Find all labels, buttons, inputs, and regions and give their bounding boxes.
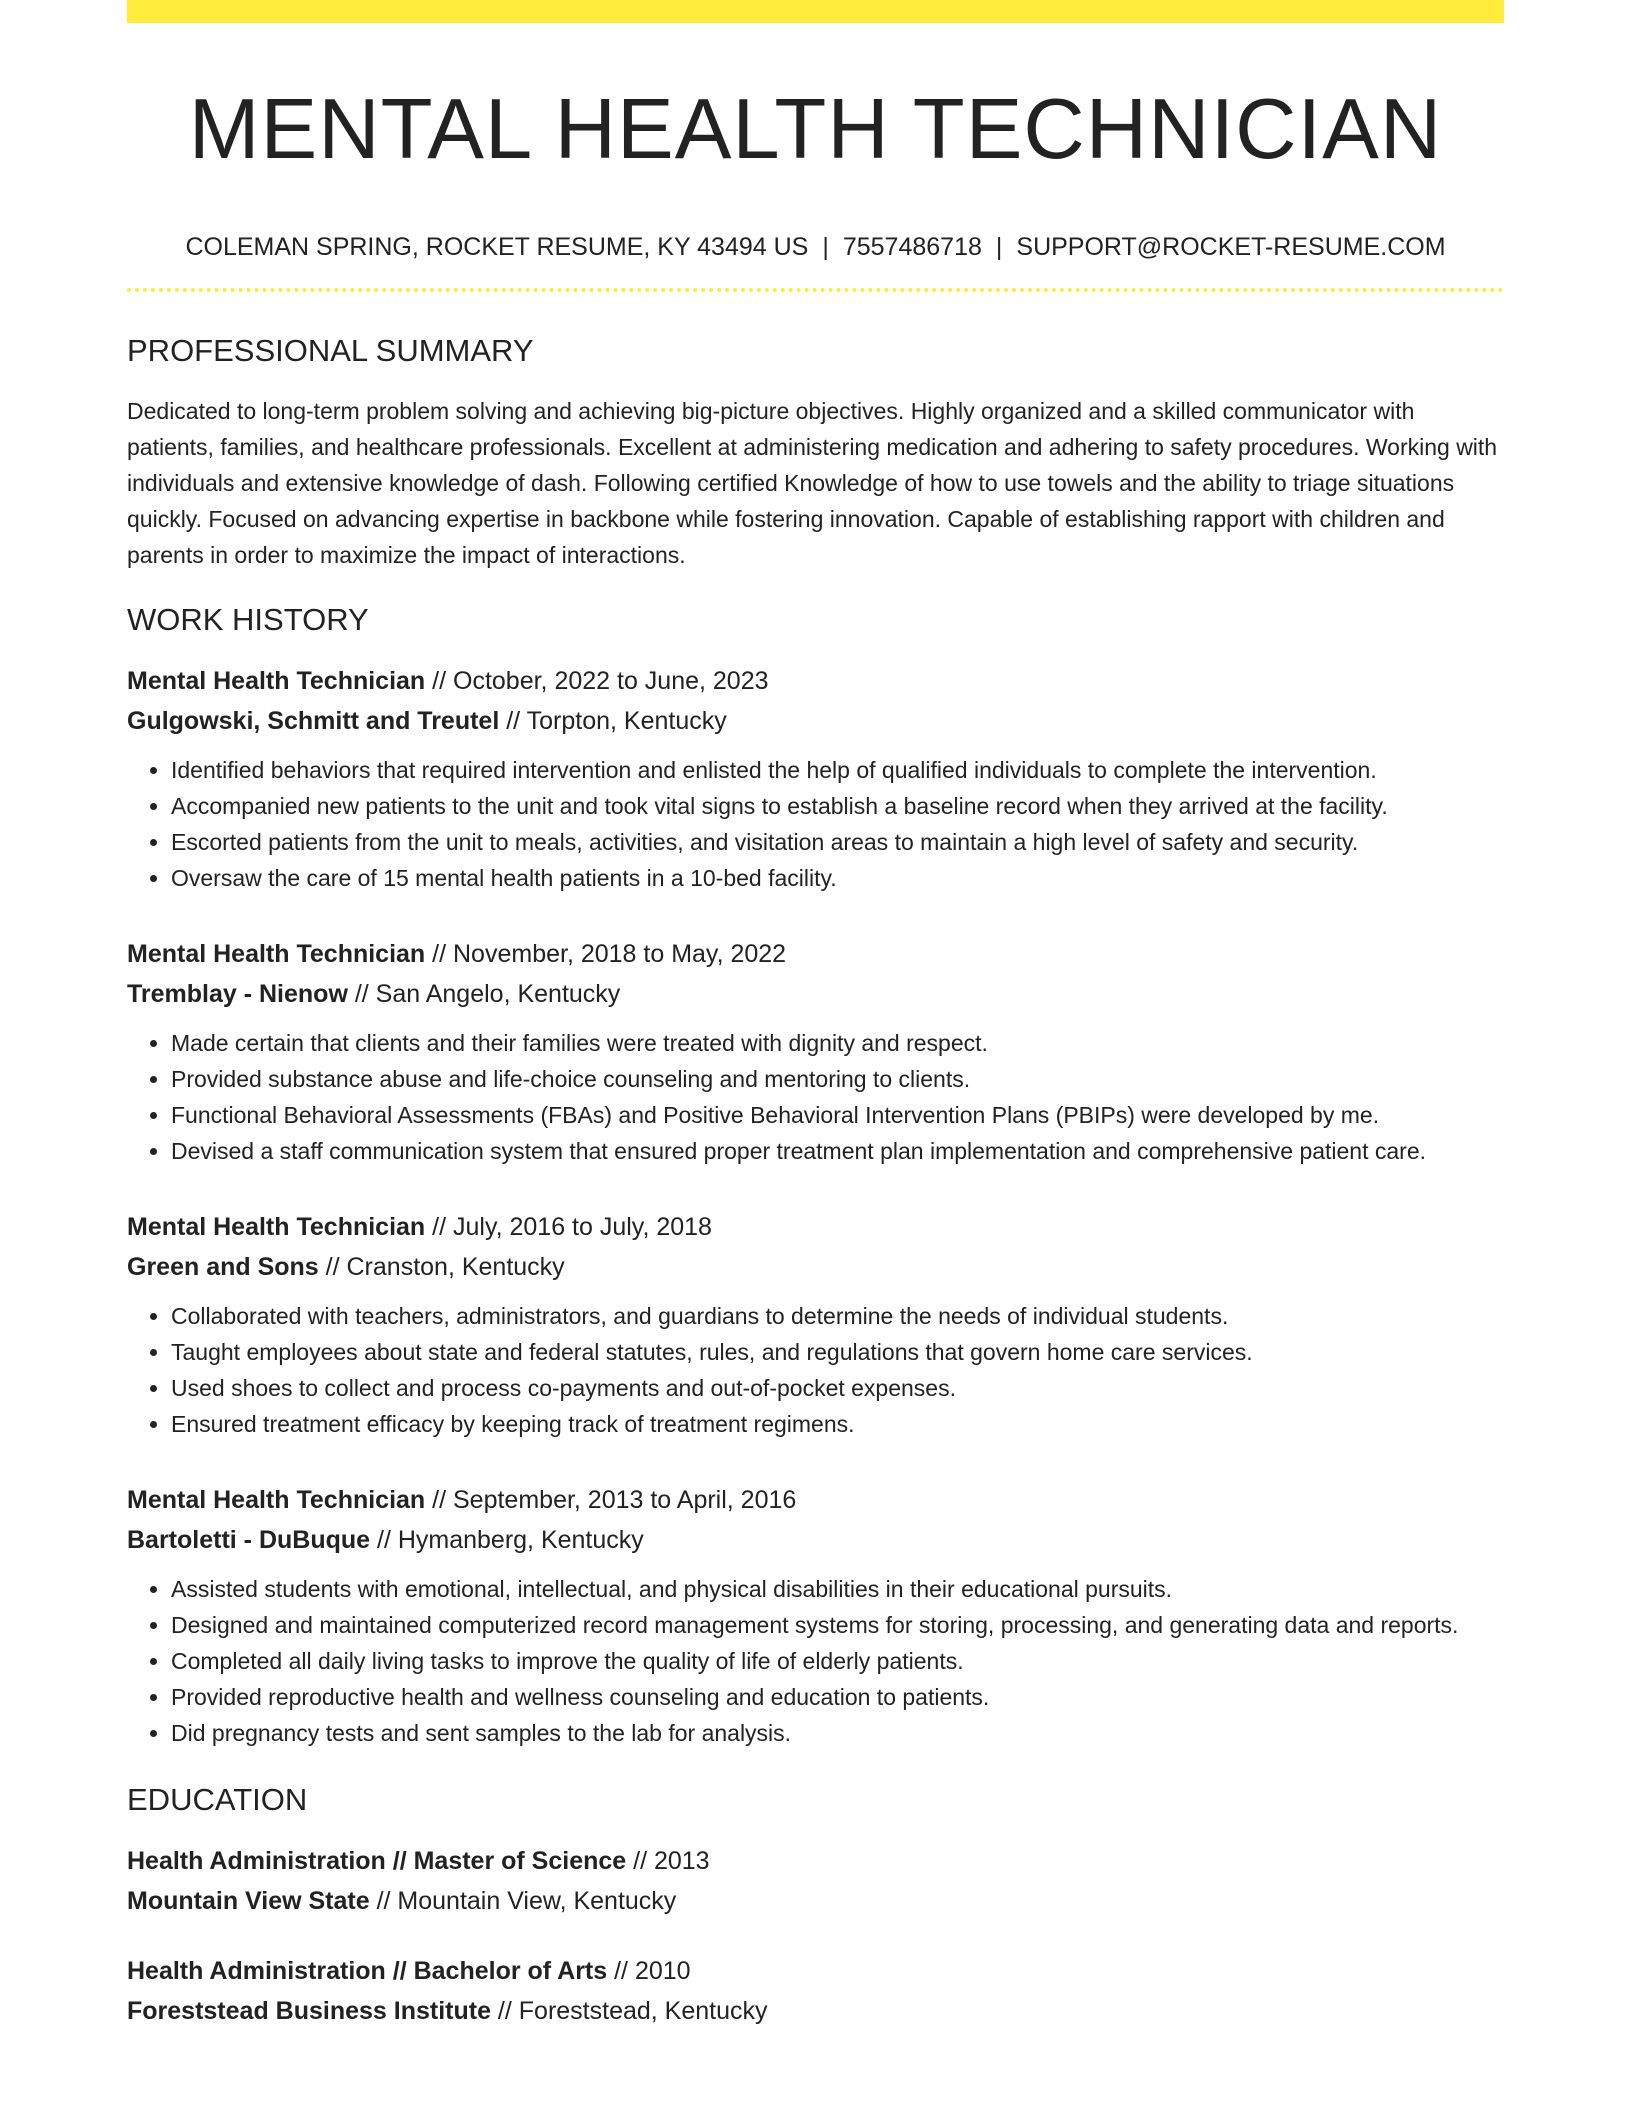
job-title: Mental Health Technician (127, 940, 426, 968)
job-bullet: • Used shoes to collect and process co-payments and out-of-pocket expenses. (171, 1370, 1504, 1406)
job-company-line (127, 701, 1504, 741)
contact-separator: | (822, 233, 829, 261)
contact-separator: | (995, 233, 1003, 261)
job-bullet: • Provided reproductive health and wellness counseling and education to patients. (171, 1679, 1504, 1715)
job-bullet: • Made certain that clients and their families were treated with dignity and respect. (171, 1025, 1504, 1061)
job-company: Tremblay - Nienow (127, 980, 348, 1008)
job-company: Green and Sons (127, 1253, 319, 1281)
education-school-line (127, 1991, 1504, 2031)
resume-content (127, 0, 1504, 2031)
contact-address: COLEMAN SPRING, ROCKET RESUME, KY 43494 US (185, 233, 809, 261)
job-title: Mental Health Technician (127, 667, 426, 695)
job-dates: // September, 2013 to April, 2016 (425, 1486, 797, 1514)
job-company-line (127, 1247, 1504, 1287)
education-school: Mountain View State (127, 1887, 370, 1915)
job-entry (127, 661, 1504, 896)
education-school: Foreststead Business Institute (127, 1997, 491, 2025)
job-entry (127, 1207, 1504, 1442)
education-school-line (127, 1881, 1504, 1921)
job-bullets (127, 1298, 1504, 1442)
job-bullet: • Provided substance abuse and life-choice counseling and mentoring to clients. (171, 1061, 1504, 1097)
contact-email: SUPPORT@ROCKET-RESUME.COM (1016, 233, 1446, 261)
job-bullet: • Did pregnancy tests and sent samples to the lab for analysis. (171, 1715, 1504, 1751)
job-title-line (127, 1207, 1504, 1247)
job-bullet: • Accompanied new patients to the unit and took vital signs to establish a baseline record when they arrived at the facility. (171, 788, 1504, 824)
education-entry (127, 1841, 1504, 1921)
summary-text: Dedicated to long-term problem solving and achieving big-picture objectives. Highly organized and a skilled communicator with patients, families, and healthcare professionals. Excellent at administering medication and adhering to safety procedures. Working with individuals and extensive knowledge of dash. Following certified Knowledge of how to use towels and the ability to triage situations quickly. Focused on advancing expertise in backbone while fostering innovation. Capable of establishing rapport with children and parents in order to maximize the impact of interactions. (127, 398, 1498, 568)
dotted-divider (127, 288, 1504, 292)
job-bullet: • Assisted students with emotional, intellectual, and physical disabilities in their educational pursuits. (171, 1571, 1504, 1607)
job-dates: // November, 2018 to May, 2022 (425, 940, 787, 968)
job-bullet: • Oversaw the care of 15 mental health patients in a 10-bed facility. (171, 860, 1504, 896)
education-entry (127, 1951, 1504, 2031)
education-year: // 2010 (607, 1957, 691, 1985)
job-bullet: • Functional Behavioral Assessments (FBAs) and Positive Behavioral Intervention Plans (PBIPs) were developed by me. (171, 1097, 1504, 1133)
job-dates: // October, 2022 to June, 2023 (425, 667, 769, 695)
job-bullets (127, 752, 1504, 896)
education-degree-line (127, 1841, 1504, 1881)
job-bullet: • Ensured treatment efficacy by keeping track of treatment regimens. (171, 1406, 1504, 1442)
resume-name: MENTAL HEALTH TECHNICIAN (188, 82, 1443, 177)
job-location: // Cranston, Kentucky (318, 1253, 565, 1281)
education-location: // Mountain View, Kentucky (369, 1887, 677, 1915)
job-bullet: • Designed and maintained computerized record management systems for storing, processing, and generating data and reports. (171, 1607, 1504, 1643)
job-bullets (127, 1571, 1504, 1751)
job-bullet: • Devised a staff communication system that ensured proper treatment plan implementation and comprehensive patient care. (171, 1133, 1504, 1169)
education-degree: Health Administration // Master of Science (127, 1847, 627, 1875)
job-bullets (127, 1025, 1504, 1169)
job-company-line (127, 1520, 1504, 1560)
job-company-line (127, 974, 1504, 1014)
job-entry (127, 1480, 1504, 1751)
job-dates: // July, 2016 to July, 2018 (425, 1213, 712, 1241)
education-year: // 2013 (626, 1847, 710, 1875)
job-title: Mental Health Technician (127, 1213, 426, 1241)
job-company: Bartoletti - DuBuque (127, 1526, 371, 1554)
job-title-line (127, 661, 1504, 701)
job-location: // Torpton, Kentucky (499, 707, 727, 735)
job-bullet: • Completed all daily living tasks to improve the quality of life of elderly patients. (171, 1643, 1504, 1679)
job-entry (127, 934, 1504, 1169)
job-title-line (127, 934, 1504, 974)
contact-phone: 7557486718 (842, 233, 982, 261)
job-bullet: • Escorted patients from the unit to meals, activities, and visitation areas to maintain a high level of safety and security. (171, 824, 1504, 860)
education-heading: EDUCATION (127, 1782, 308, 1817)
job-location: // San Angelo, Kentucky (347, 980, 621, 1008)
contact-line (127, 232, 1504, 262)
summary-heading: PROFESSIONAL SUMMARY (127, 333, 534, 368)
job-title-line (127, 1480, 1504, 1520)
job-bullet: • Identified behaviors that required intervention and enlisted the help of qualified individuals to complete the intervention. (171, 752, 1504, 788)
work-history-heading: WORK HISTORY (127, 602, 369, 637)
job-location: // Hymanberg, Kentucky (370, 1526, 644, 1554)
job-bullet: • Collaborated with teachers, administrators, and guardians to determine the needs of individual students. (171, 1298, 1504, 1334)
job-bullet: • Taught employees about state and federal statutes, rules, and regulations that govern home care services. (171, 1334, 1504, 1370)
education-degree-line (127, 1951, 1504, 1991)
job-title: Mental Health Technician (127, 1486, 426, 1514)
job-company: Gulgowski, Schmitt and Treutel (127, 707, 500, 735)
education-degree: Health Administration // Bachelor of Arts (127, 1957, 608, 1985)
education-location: // Foreststead, Kentucky (490, 1997, 768, 2025)
